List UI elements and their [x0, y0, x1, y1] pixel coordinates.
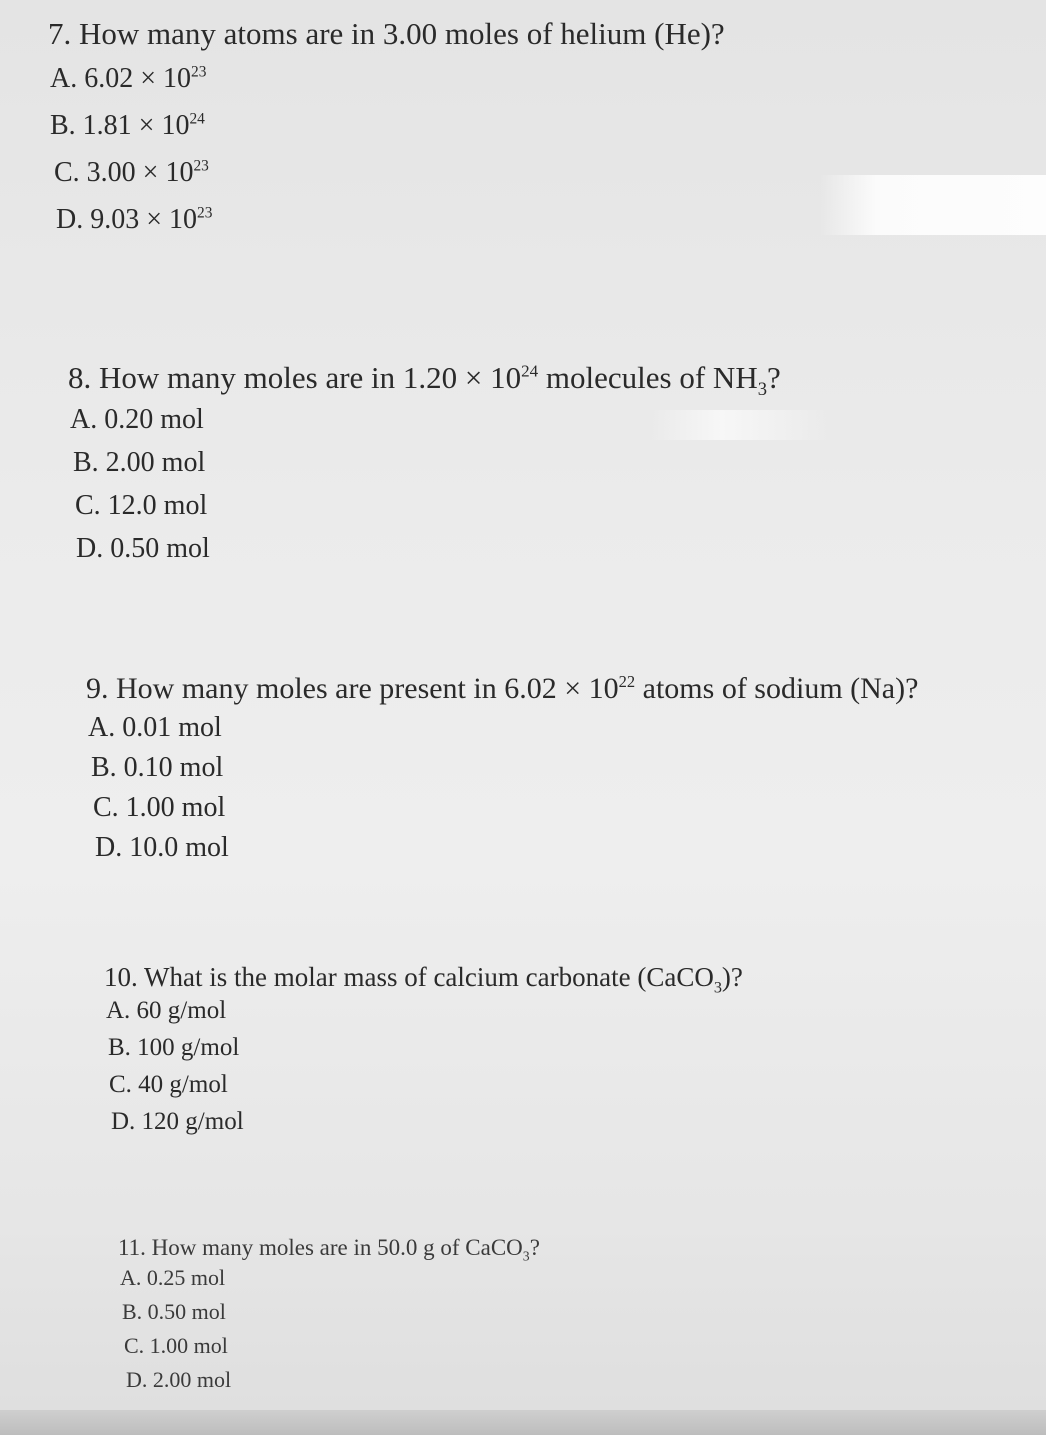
- option-b[interactable]: [50, 110, 725, 157]
- option-text: B. 1.81 × 10: [50, 110, 190, 141]
- option-b[interactable]: B. 0.10 mol: [91, 752, 224, 783]
- option-c[interactable]: C. 12.0 mol: [75, 490, 208, 521]
- option-text: D. 9.03 × 10: [56, 204, 198, 235]
- question-stem: 8. How many moles are in $1.20 \times 10^{24}$ molecules of $NH_3$?: [68, 360, 781, 401]
- option-d[interactable]: D. 0.50 mol: [76, 533, 210, 564]
- option-b[interactable]: B. 2.00 mol: [73, 447, 206, 478]
- question-11: [118, 1235, 540, 1401]
- question-9: [86, 672, 918, 872]
- answer-options: [106, 997, 743, 1145]
- option-b[interactable]: B. 100 g/mol: [108, 1034, 240, 1061]
- option-b[interactable]: B. 0.50 mol: [122, 1299, 226, 1324]
- question-7: [48, 16, 725, 251]
- screen-glare: [820, 175, 1046, 235]
- answer-options: [120, 1265, 540, 1401]
- option-d[interactable]: [56, 204, 725, 251]
- option-a[interactable]: A. 0.01 mol: [88, 712, 222, 743]
- option-c[interactable]: C. 1.00 mol: [124, 1333, 228, 1358]
- option-c[interactable]: [54, 157, 725, 204]
- question-10: [104, 962, 743, 1145]
- answer-options: [50, 63, 725, 251]
- answer-options: [70, 404, 781, 576]
- answer-options: [88, 712, 918, 872]
- question-stem: 7. How many atoms are in 3.00 moles of helium (He)?: [48, 16, 725, 51]
- option-text: A. 6.02 × 10: [50, 63, 192, 94]
- exponent: 23: [193, 157, 209, 175]
- option-c[interactable]: C. 40 g/mol: [109, 1071, 228, 1098]
- question-8: [68, 360, 781, 576]
- option-c[interactable]: C. 1.00 mol: [93, 792, 226, 823]
- question-stem: 11. How many moles are in 50.0 g of CaCO$_3$?: [118, 1235, 540, 1264]
- exponent: 23: [191, 63, 207, 81]
- option-a[interactable]: A. 0.20 mol: [70, 404, 204, 435]
- screen-bottom-edge: [0, 1410, 1046, 1435]
- option-d[interactable]: D. 2.00 mol: [126, 1367, 232, 1392]
- exponent: 23: [197, 204, 213, 222]
- exponent: 24: [189, 110, 205, 128]
- option-text: C. 3.00 × 10: [54, 157, 194, 188]
- option-a[interactable]: A. 0.25 mol: [120, 1265, 226, 1290]
- option-d[interactable]: D. 10.0 mol: [95, 832, 229, 863]
- option-a[interactable]: A. 60 g/mol: [106, 997, 227, 1024]
- option-d[interactable]: D. 120 g/mol: [111, 1108, 244, 1135]
- question-stem: 9. How many moles are present in $6.02 \times 10^{22}$ atoms of sodium (Na)?: [86, 672, 919, 705]
- option-a[interactable]: [50, 63, 725, 110]
- question-stem: 10. What is the molar mass of calcium carbonate (CaCO$_3$)?: [104, 962, 743, 997]
